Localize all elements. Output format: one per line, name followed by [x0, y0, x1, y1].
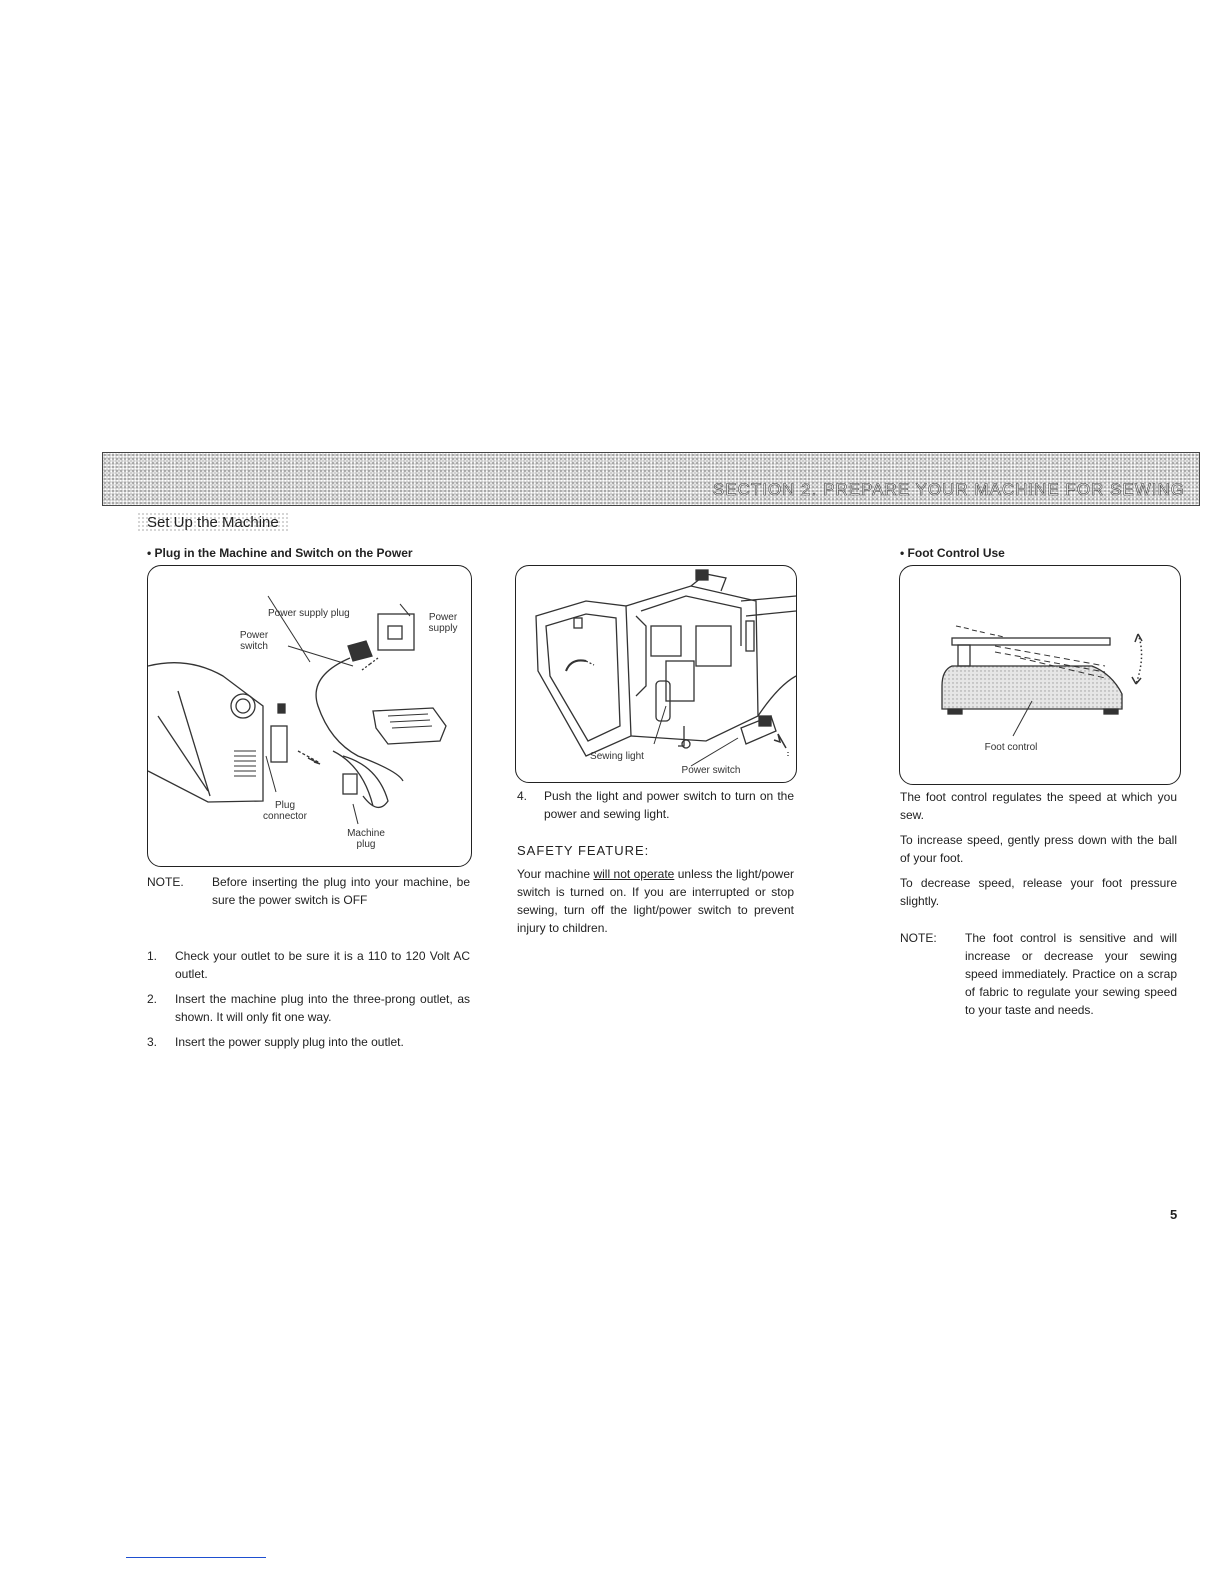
- note-text: Before inserting the plug into your machine, be sure the power switch is OFF: [212, 875, 470, 907]
- foot-control-figure: [899, 565, 1181, 785]
- foot-control-para-2: To increase speed, gently press down with the ball of your foot.: [900, 833, 1177, 865]
- note-foot-control: [900, 929, 1177, 1039]
- foot-control-para-1: The foot control regulates the speed at which you sew.: [900, 790, 1177, 822]
- step-text: Insert the power supply plug into the outlet.: [175, 1035, 404, 1049]
- light-switch-illustration: [516, 566, 796, 782]
- note-plug: [147, 873, 471, 929]
- safety-title: SAFETY FEATURE:: [517, 843, 650, 858]
- label-power-switch: Power switch: [239, 630, 269, 652]
- note-text: The foot control is sensitive and will increase or decrease your sewing speed immediately. Practice on a scrap of fabric to regulate your sewing speed to your taste and needs.: [965, 931, 1177, 1017]
- step-item: [517, 787, 794, 823]
- label-sewing-light: Sewing light: [590, 751, 644, 762]
- step-text: Check your outlet to be sure it is a 110 to 120 Volt AC outlet.: [175, 949, 470, 981]
- label-power-supply-plug: Power supply plug: [268, 608, 350, 619]
- section-title: Set Up the Machine: [137, 512, 289, 533]
- safety-paragraph: [517, 865, 794, 937]
- step-item: [147, 990, 471, 1026]
- label-power-supply: Power supply: [428, 612, 458, 634]
- safety-emphasis: will not operate: [593, 867, 675, 881]
- plug-in-heading: • Plug in the Machine and Switch on the Power: [147, 546, 413, 560]
- plug-in-figure: [147, 565, 472, 867]
- step-text: Insert the machine plug into the three-prong outlet, as shown. It will only fit one way.: [175, 992, 470, 1024]
- step-text: Push the light and power switch to turn on the power and sewing light.: [544, 789, 794, 821]
- step-number: 4.: [517, 789, 528, 803]
- foot-control-heading: • Foot Control Use: [900, 546, 1005, 560]
- step-number: 3.: [147, 1035, 158, 1049]
- label-power-switch-2: Power switch: [681, 765, 741, 776]
- bottom-rule: [126, 1557, 266, 1558]
- label-plug-connector: Plug connector: [263, 800, 307, 822]
- light-switch-figure: [515, 565, 797, 783]
- label-machine-plug: Machine plug: [347, 828, 385, 850]
- step-number: 1.: [147, 949, 158, 963]
- step-item: [147, 1033, 471, 1051]
- safety-text-pre: Your machine: [517, 867, 594, 881]
- note-label: NOTE.: [147, 875, 184, 889]
- step-item: [147, 947, 471, 983]
- section-banner: [102, 452, 1200, 506]
- safety-text-post: unless the light/power switch is turned on. If you are interrupted or stop sewing, turn off the light/power switch to prevent injury to children.: [517, 867, 795, 935]
- note-label: NOTE:: [900, 931, 937, 945]
- page-number: 5: [1170, 1207, 1178, 1222]
- label-foot-control: Foot control: [984, 742, 1038, 753]
- step-number: 2.: [147, 992, 158, 1006]
- foot-control-para-3: To decrease speed, release your foot pressure slightly.: [900, 876, 1177, 908]
- banner-title: SECTION 2. PREPARE YOUR MACHINE FOR SEWING: [712, 480, 1185, 499]
